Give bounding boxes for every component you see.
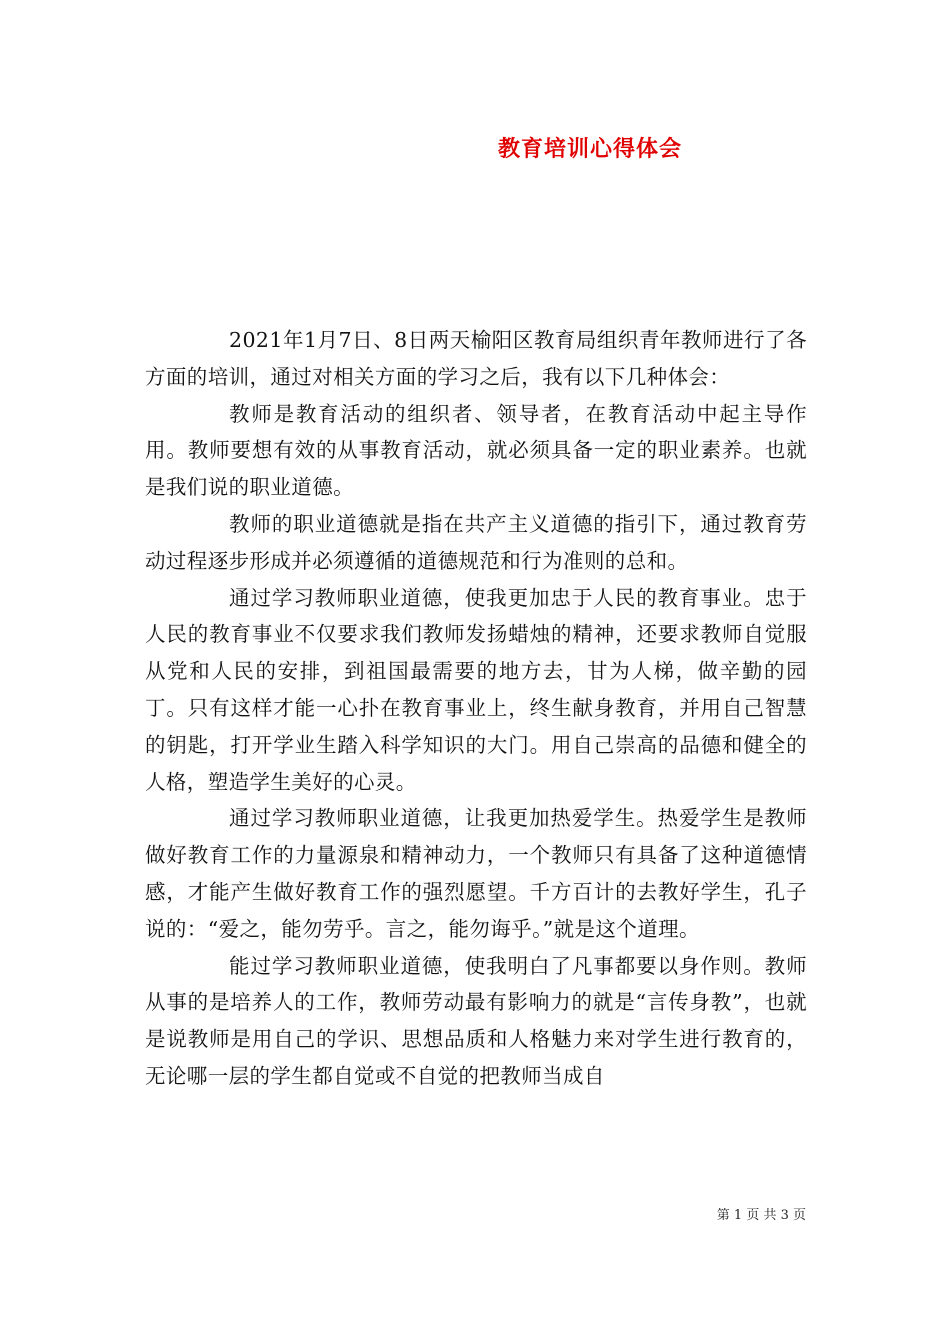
page-number-footer: 第 1 页 共 3 页 <box>716 1208 806 1223</box>
paragraph-teacher-role: 教师是教育活动的组织者、领导者，在教育活动中起主导作用。教师要想有效的从事教育活动，就必须具备一定的职业素养。也就是我们说的职业道德。 <box>145 401 807 500</box>
document-body <box>145 322 807 1095</box>
paragraph-love-students: 通过学习教师职业道德，让我更加热爱学生。热爱学生是教师做好教育工作的力量源泉和精神动力，一个教师只有具备了这种道德情感，才能产生做好教育工作的强烈愿望。千方百计的去教好学生，孔子说的：“爱之，能勿劳乎。言之，能勿诲乎。”就是这个道理。 <box>145 806 807 941</box>
document-title: 教育培训心得体会 <box>497 136 682 162</box>
paragraph-intro: 2021年1月7日、8日两天榆阳区教育局组织青年教师进行了各方面的培训，通过对相关方面的学习之后，我有以下几种体会： <box>145 328 807 389</box>
paragraph-lead-by-example: 能过学习教师职业道德，使我明白了凡事都要以身作则。教师从事的是培养人的工作，教师劳动最有影响力的就是“言传身教”，也就是说教师是用自己的学识、思想品质和人格魅力来对学生进行教育的，无论哪一层的学生都自觉或不自觉的把教师当成自 <box>145 953 807 1088</box>
paragraph-professional-ethics: 教师的职业道德就是指在共产主义道德的指引下，通过教育劳动过程逐步形成并必须遵循的道德规范和行为准则的总和。 <box>145 511 807 573</box>
paragraph-loyalty: 通过学习教师职业道德，使我更加忠于人民的教育事业。忠于人民的教育事业不仅要求我们教师发扬蜡烛的精神，还要求教师自觉服从党和人民的安排，到祖国最需要的地方去，甘为人梯，做辛勤的园丁。只有这样才能一心扑在教育事业上，终生献身教育，并用自己智慧的钥匙，打开学业生踏入科学知识的大门。用自己崇高的品德和健全的人格，塑造学生美好的心灵。 <box>145 585 807 794</box>
